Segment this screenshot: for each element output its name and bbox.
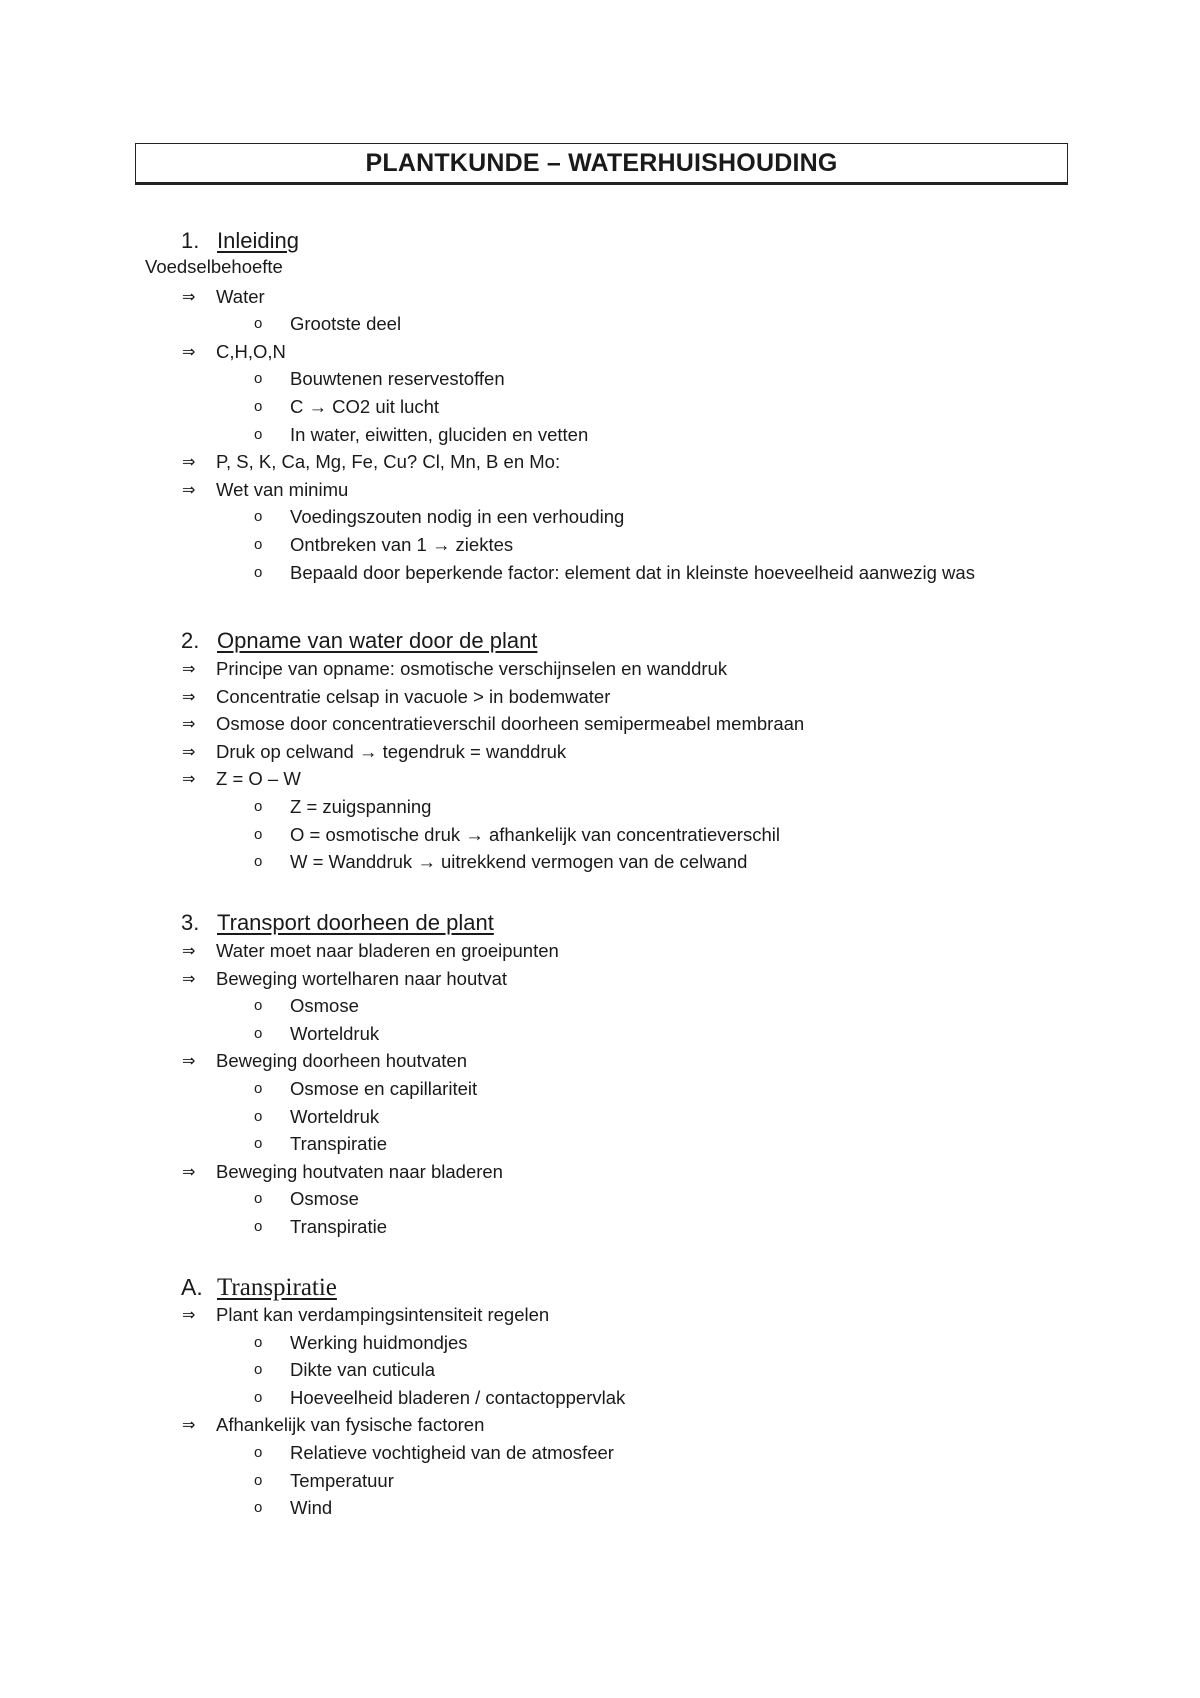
sub-list-item-text: Bouwtenen reservestoffen (290, 368, 505, 390)
circle-bullet-icon: o (254, 425, 263, 443)
sub-list-item (0, 1385, 1200, 1411)
list-item (0, 477, 1200, 503)
sub-list-item-text: Z = zuigspanning (290, 796, 432, 817)
section-heading-text: Transport doorheen de plant (217, 910, 494, 935)
list-item (0, 284, 1200, 310)
section-heading-text: Inleiding (217, 228, 299, 253)
sub-list-item (0, 422, 1200, 448)
list-item-text: Beweging doorheen houtvaten (216, 1050, 467, 1072)
circle-bullet-icon: o (254, 1080, 263, 1097)
section-heading (181, 228, 299, 254)
arrow-bullet-icon: ⇒ (182, 286, 196, 306)
sub-list-item (0, 1131, 1200, 1157)
sub-list-item (0, 993, 1200, 1019)
list-item-text: C,H,O,N (216, 340, 286, 362)
list-item (0, 1159, 1200, 1185)
sub-list-item-text: W = Wanddruk → uitrekkend vermogen van de celwand (290, 851, 748, 873)
circle-bullet-icon: o (254, 798, 263, 815)
arrow-bullet-icon: ⇒ (182, 1415, 196, 1435)
section-number: 2. (181, 628, 200, 653)
sub-list-item (0, 1357, 1200, 1383)
sub-list-item (0, 1468, 1200, 1494)
document-title-box (135, 143, 1068, 185)
arrow-bullet-icon: ⇒ (182, 1051, 196, 1071)
list-item (0, 339, 1200, 365)
circle-bullet-icon: o (254, 1024, 263, 1042)
circle-bullet-icon: o (254, 825, 263, 843)
section-heading (181, 1274, 337, 1302)
arrow-bullet-icon: ⇒ (182, 741, 196, 761)
document-title: PLANTKUNDE – WATERHUISHOUDING (365, 148, 838, 177)
sub-list-item-text: Relatieve vochtigheid van de atmosfeer (290, 1442, 614, 1463)
sub-list-item (0, 1186, 1200, 1212)
sub-list-item-text: Osmose (290, 995, 359, 1017)
list-item (0, 938, 1200, 964)
list-item-text: Osmose door concentratieverschil doorheen semipermeabel membraan (216, 713, 805, 735)
arrow-bullet-icon: ⇒ (182, 714, 196, 734)
section-heading (181, 628, 537, 654)
list-item-text: P, S, K, Ca, Mg, Fe, Cu? Cl, Mn, B en Mo: (216, 451, 561, 473)
circle-bullet-icon: o (254, 997, 263, 1015)
arrow-bullet-icon: ⇒ (182, 1161, 196, 1181)
sub-list-item-text: Temperatuur (290, 1469, 394, 1491)
list-item-text: Afhankelijk van fysische factoren (216, 1414, 485, 1436)
list-item-text: Concentratie celsap in vacuole > in bodemwater (216, 685, 611, 707)
arrow-bullet-icon: ⇒ (182, 341, 196, 361)
arrow-bullet-icon: ⇒ (182, 686, 196, 706)
sub-list-item-text: Ontbreken van 1 → ziektes (290, 534, 514, 555)
list-item (0, 684, 1200, 710)
sub-list-item (0, 822, 1200, 848)
section-number: 1. (181, 228, 200, 253)
sub-list-item-text: Werking huidmondjes (290, 1331, 468, 1353)
list-item-text: Water moet naar bladeren en groeipunten (216, 940, 559, 961)
sub-list-item (0, 849, 1200, 875)
list-item-text: Wet van minimu (216, 478, 349, 500)
list-item-text: Beweging houtvaten naar bladeren (216, 1160, 503, 1182)
sub-list-item-text: Worteldruk (290, 1105, 380, 1127)
list-item (0, 766, 1200, 792)
circle-bullet-icon: o (254, 1499, 263, 1517)
list-item (0, 449, 1200, 475)
sub-list-item-text: Transpiratie (290, 1133, 387, 1155)
sub-list-item-text: Osmose en capillariteit (290, 1078, 478, 1099)
sub-list-item-text: Worteldruk (290, 1022, 380, 1044)
list-item (0, 966, 1200, 992)
list-item (0, 656, 1200, 682)
list-item (0, 1302, 1200, 1328)
circle-bullet-icon: o (254, 1361, 263, 1379)
sub-list-item-text: Hoeveelheid bladeren / contactoppervlak (290, 1386, 626, 1408)
sub-list-item-text: In water, eiwitten, gluciden en vetten (290, 423, 589, 445)
section-heading-text: Opname van water door de plant (217, 628, 538, 653)
sub-list-item-text: C → CO2 uit lucht (290, 396, 440, 417)
list-item-text: Principe van opname: osmotische verschijnselen en wanddruk (216, 658, 728, 679)
section-number: 3. (181, 910, 200, 935)
circle-bullet-icon: o (254, 536, 263, 553)
list-item-text: Water (216, 285, 265, 307)
sub-list-item-text: Dikte van cuticula (290, 1359, 435, 1381)
sub-list-item (0, 1104, 1200, 1130)
circle-bullet-icon: o (254, 853, 263, 871)
circle-bullet-icon: o (254, 1471, 263, 1489)
arrow-bullet-icon: ⇒ (182, 1305, 196, 1324)
sub-list-item-text: Wind (290, 1497, 333, 1519)
sub-list-item-text: Bepaald door beperkende factor: element dat in kleinste hoeveelheid aanwezig was (290, 561, 975, 583)
circle-bullet-icon: o (254, 1388, 263, 1406)
sub-list-item (0, 1440, 1200, 1466)
list-item-text: Druk op celwand → tegendruk = wanddruk (216, 740, 567, 762)
circle-bullet-icon: o (254, 1107, 263, 1125)
sub-list-item (0, 394, 1200, 420)
circle-bullet-icon: o (254, 370, 263, 388)
sub-list-item (0, 532, 1200, 558)
sub-list-item-text: Osmose (290, 1188, 359, 1210)
circle-bullet-icon: o (254, 315, 263, 333)
sub-list-item (0, 1495, 1200, 1521)
list-item-text: Plant kan verdampingsintensiteit regelen (216, 1304, 550, 1325)
circle-bullet-icon: o (254, 1333, 263, 1351)
list-item-text: Beweging wortelharen naar houtvat (216, 967, 508, 989)
arrow-bullet-icon: ⇒ (182, 968, 196, 988)
sub-list-item-text: Transpiratie (290, 1216, 387, 1237)
list-item-text: Z = O – W (216, 768, 301, 790)
circle-bullet-icon: o (254, 1190, 263, 1208)
arrow-bullet-icon: ⇒ (182, 769, 196, 789)
sub-list-item (0, 504, 1200, 530)
arrow-bullet-icon: ⇒ (182, 452, 196, 472)
circle-bullet-icon: o (254, 508, 263, 526)
circle-bullet-icon: o (254, 398, 263, 415)
list-item (0, 711, 1200, 737)
sub-list-item-text: O = osmotische druk → afhankelijk van concentratieverschil (290, 823, 780, 845)
arrow-bullet-icon: ⇒ (182, 941, 196, 960)
section-number: A. (181, 1274, 203, 1300)
sub-list-item-text: Grootste deel (290, 313, 402, 335)
arrow-bullet-icon: ⇒ (182, 659, 196, 678)
sub-list-item (0, 1214, 1200, 1240)
sub-list-item (0, 1021, 1200, 1047)
circle-bullet-icon: o (254, 1218, 263, 1235)
section-heading (181, 910, 494, 936)
sub-list-item (0, 794, 1200, 820)
sub-list-item (0, 366, 1200, 392)
sub-list-item (0, 311, 1200, 337)
circle-bullet-icon: o (254, 563, 263, 581)
list-item (0, 1048, 1200, 1074)
sub-list-item (0, 560, 1200, 586)
circle-bullet-icon: o (254, 1135, 263, 1153)
sub-list-item-text: Voedingszouten nodig in een verhouding (290, 506, 625, 528)
section-intro: Voedselbehoefte (145, 256, 283, 277)
sub-list-item (0, 1076, 1200, 1102)
list-item (0, 739, 1200, 765)
section-heading-text: Transpiratie (217, 1274, 337, 1301)
sub-list-item (0, 1330, 1200, 1356)
list-item (0, 1412, 1200, 1438)
arrow-bullet-icon: ⇒ (182, 479, 196, 499)
circle-bullet-icon: o (254, 1444, 263, 1461)
